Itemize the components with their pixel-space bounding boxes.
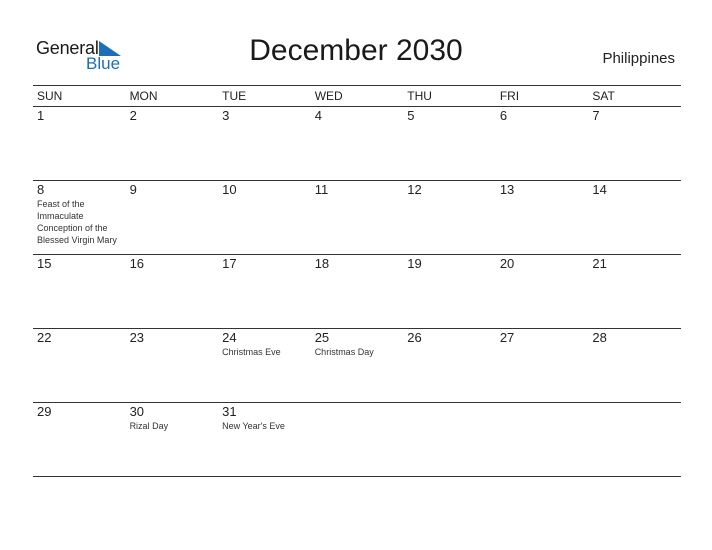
day-number: 17	[222, 256, 237, 271]
day-number: 28	[592, 330, 607, 345]
day-number: 1	[37, 108, 45, 123]
weekday-label: SUN	[37, 89, 63, 103]
day-cell	[403, 329, 496, 402]
day-cell	[496, 107, 589, 180]
day-cell	[403, 107, 496, 180]
weekday-label: SAT	[592, 89, 615, 103]
country-label: Philippines	[602, 50, 675, 67]
day-number: 9	[129, 182, 137, 197]
day-cell	[403, 255, 496, 328]
day-cell	[403, 181, 496, 254]
day-cell	[311, 255, 404, 328]
day-number: 11	[314, 182, 329, 197]
day-number: 16	[129, 256, 145, 271]
calendar-grid	[33, 85, 681, 477]
day-cell	[33, 255, 126, 328]
day-cell	[588, 107, 681, 180]
day-cell	[126, 255, 219, 328]
day-number: 27	[499, 330, 515, 345]
holiday-label: Christmas Day	[314, 347, 374, 357]
day-cell	[126, 181, 219, 254]
day-number: 24	[222, 330, 237, 345]
day-number: 12	[407, 182, 422, 197]
day-cell	[311, 107, 404, 180]
logo-text-general: General	[36, 38, 99, 58]
day-number: 26	[407, 330, 422, 345]
day-cell	[311, 403, 404, 476]
holiday-label: Rizal Day	[129, 421, 169, 431]
day-cell	[33, 329, 126, 402]
holiday-label: Feast of the Immaculate Conception of the Blessed Virgin Mary	[37, 199, 117, 245]
week-row	[33, 181, 681, 255]
week-row	[33, 255, 681, 329]
day-number: 14	[592, 182, 607, 197]
day-number: 25	[314, 330, 330, 345]
day-cell	[311, 329, 404, 402]
day-cell	[588, 403, 681, 476]
day-number: 15	[37, 256, 52, 271]
holiday-label: New Year's Eve	[222, 421, 285, 431]
calendar-title: December 2030	[249, 34, 463, 67]
day-cell	[588, 329, 681, 402]
day-cell	[126, 329, 219, 402]
day-number: 5	[407, 108, 415, 123]
weeks-container	[33, 107, 681, 477]
day-number: 7	[592, 108, 600, 123]
weekday-label: MON	[129, 89, 158, 103]
day-cell	[403, 403, 496, 476]
day-number: 30	[129, 404, 145, 419]
weekday-label: THU	[407, 89, 432, 103]
day-number: 20	[499, 256, 515, 271]
day-number: 18	[314, 256, 330, 271]
day-cell	[218, 329, 311, 402]
day-cell	[496, 255, 589, 328]
day-cell	[588, 181, 681, 254]
day-cell	[218, 107, 311, 180]
day-number: 8	[37, 182, 45, 197]
day-cell	[496, 181, 589, 254]
week-row	[33, 329, 681, 403]
weekday-label: FRI	[499, 89, 520, 103]
week-row	[33, 107, 681, 181]
weekday-label: TUE	[222, 89, 247, 103]
day-number: 21	[592, 256, 607, 271]
day-number: 31	[222, 404, 237, 419]
day-cell	[311, 181, 404, 254]
logo-text-blue: Blue	[86, 54, 121, 73]
day-cell	[218, 181, 311, 254]
weekday-header	[33, 85, 681, 107]
day-number: 23	[129, 330, 145, 345]
day-cell	[496, 329, 589, 402]
day-cell	[218, 403, 311, 476]
day-cell	[126, 107, 219, 180]
day-cell	[33, 403, 126, 476]
day-cell	[33, 181, 126, 254]
day-number: 29	[37, 404, 52, 419]
day-number: 4	[314, 108, 322, 123]
day-cell	[496, 403, 589, 476]
day-number: 22	[37, 330, 52, 345]
day-cell	[588, 255, 681, 328]
weekday-label: WED	[314, 89, 343, 103]
week-row	[33, 403, 681, 477]
day-cell	[33, 107, 126, 180]
day-number: 13	[499, 182, 515, 197]
day-number: 19	[407, 256, 422, 271]
day-number: 10	[222, 182, 237, 197]
holiday-label: Christmas Eve	[222, 347, 281, 357]
day-number: 2	[129, 108, 137, 123]
day-number: 3	[222, 108, 230, 123]
day-cell	[218, 255, 311, 328]
day-number: 6	[499, 108, 508, 123]
day-cell	[126, 403, 219, 476]
